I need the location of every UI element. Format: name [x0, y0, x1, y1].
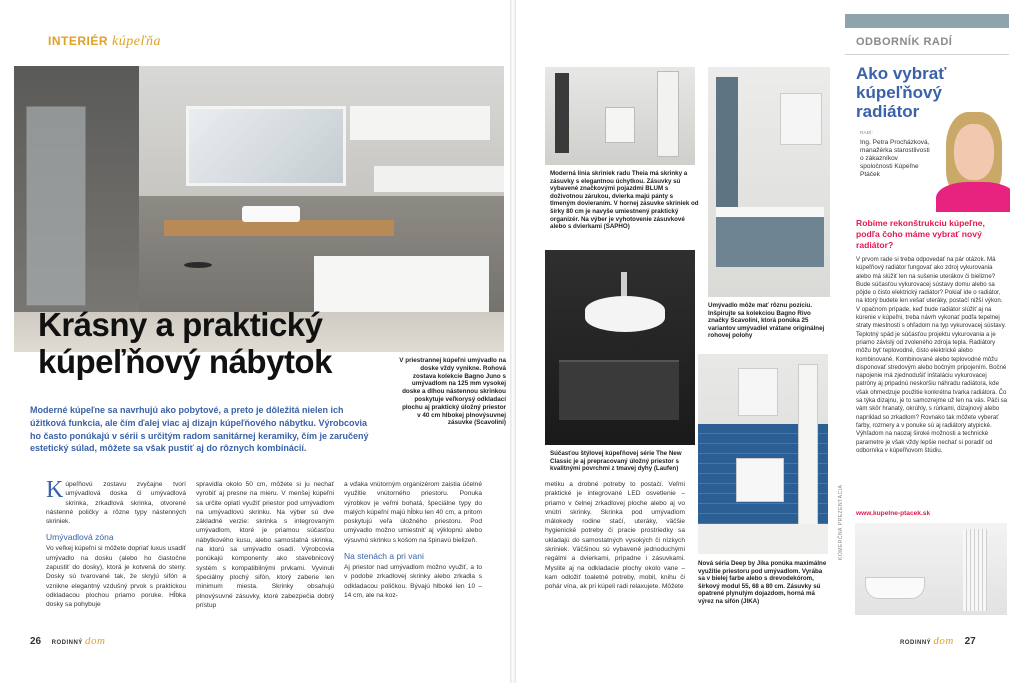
- expert-name: Ing. Petra Procházková, manažérka starostlivosti o zákazníkov spoločnosti Kúpeľne Ptáček: [860, 139, 930, 178]
- photo-deep-jika: [698, 354, 828, 554]
- section-tag: [48, 34, 161, 50]
- caption-deep-jika: Nová séria Deep by Jika ponúka maximálne využitie priestoru pod umývadlom. Vyrába sa v bielej farbe alebo s drevodekórom, šírkový modul 55, 68 a 80 cm. Zásuvky sú opatrené plynulým dojazdom, horná má výrez na sifón (JIKA): [698, 560, 827, 605]
- section-label: INTERIÉR: [48, 34, 109, 48]
- paragraph: spravidla okolo 50 cm, môžete si ju nechať vyrobiť aj presne na mieru. V menšej kúpeľni sa určite oplatí využiť priestor pod umývadlom na umývadlovú skrinku. Na výber sú dve základné verzie: skrinka s integrovaným umývadlom, ktoré je priamou súčasťou nábytkového kusu, alebo samostatná skrinka, na ktorú sa umývadlo osadí. Výrobcovia ponúkajú komponenty ako stavebnicový systém s kompatibilnými prvkami. Vyvinuli špeciálny plochý sifón, ktorý zaberie len minimum miesta. Skrinky obsahujú plnovýsuvné zásuvky, ktoré zabezpečia dobrý prístup: [196, 481, 334, 609]
- paragraph: a vďaka vnútorným organizérom zaistia účelné využitie vnútorného priestoru. Ponuka výrobkov je veľmi bohatá, špeciálne typy do malých kúpeľní majú hĺbku len 40 cm, a pritom poskytujú veľa úložného priestoru. Pod umývadlo možno umiestniť aj výklopnú alebo výsuvnú skrinku s košom na špinavú bielizeň.: [344, 481, 482, 544]
- photo-bagno-rivo: [708, 67, 830, 297]
- dropcap: K: [46, 480, 64, 503]
- footer-right: [900, 635, 976, 647]
- page-number-left: 26: [30, 636, 42, 647]
- brand-logo: RODINNÝ dom: [51, 635, 106, 647]
- sidebar-divider: [845, 54, 1009, 55]
- paragraph: Vo veľkej kúpeľni si môžete dopriať luxus usadiť umývadlo na dosku (alebo ho čiastočne zapustiť do dosky), ktorá je kotvená do steny. Dosky sú tvarované tak, že skryjú sifón a vznikne elegantný vzdušný prvok s praktickou odkladacou plochou priamo poruke. Hĺbka dosky sa pohybuje: [46, 545, 186, 609]
- article-column-3: [344, 480, 482, 630]
- article-column-1: [46, 480, 186, 630]
- radiator-photo: [855, 523, 1007, 615]
- paragraph: úpeľňovú zostavu zvyčajne tvorí umývadlová doska či umývadlová skrinka, zrkadlová skrinka, otvorené nástenné poličky a rôzne typy nástenných skriniek.: [46, 481, 186, 526]
- sidebar-title: Ako vybrať kúpeľňový radiátor: [856, 64, 947, 121]
- sidebar-accent-bar: [845, 14, 1009, 28]
- sidebar-answer: V prvom rade si treba odpovedať na pár otázok. Má kúpeľňový radiátor fungovať ako zdroj vykurovania alebo má slúžiť len na sušenie uterákov či bielizne? Bude súčasťou vykurovacej sústavy domu alebo sa pôjde o čisto elektrický radiátor? Pokiaľ ide o radiátor, na ktorý budete len vešať uteráky, postačí nižší výkon. V opačnom prípade, keď bude radiátor slúžiť aj na kúrenie v kúpeľni, treba návrh vykonať podľa tepelnej straty miestnosti s ohľadom na typ vykurovacej sústavy. Teplotný spád je súčasťou projektu vykurovania a je priamo závislý od zvoleného zdroja tepla. Radiátory môžu byť teplovodné, čisto elektrické alebo kombinované. Kombinované alebo teplovodné môžu disponovať stredovým alebo bočným pripojením. Bočné napojenie má zjednodušiť inštaláciu vykurovacej patróny aj pripadnú neskoršiu náhradu radiátora, kde však ohmedzuje použitie konkrétna tvarka radiátora. Čo sa týka dizajnu, je to samozrejme už len na vás. Páči sa vám skôr hranatý, okrúhly, s rúrkami, dizajnový alebo napríklad so zrkadlom? Rovnako tak môžete vyberať farby, rozmery a v ponuke sú aj radiátory atypické. Výhľadom na naozaj široké možnosti a technické parametre je však vždy lepšie nechať si poradiť od odborníka v kúpeľňovom štúdiu.: [856, 256, 1008, 454]
- company-link[interactable]: www.kupelne-ptacek.sk: [856, 510, 931, 517]
- sidebar-question: Robíme rekonštrukciu kúpeľne, podľa čoho máme vybrať nový radiátor?: [856, 218, 985, 250]
- expert-credit: [860, 130, 930, 179]
- article-headline: [38, 306, 410, 380]
- brand-logo: RODINNÝ dom: [900, 635, 954, 647]
- caption-bagno-rivo: Umývadlo môže mať rôznu pozíciu. Inšpirujte sa kolekciou Bagno Rivo značky Scavolini, ktorá ponúka 25 variantov umývadiel vrátane originálnej rohovej polohy: [708, 302, 825, 340]
- hero-caption: V priestrannej kúpeľni umývadlo na doske vždy vynikne. Rohová zostava kolekcie Bagno Juno s umývadlom na 125 mm vysokej doske a dlhou nástennou skrinkou poskytuje veľkorysý odkladací plochu aj praktický úložný priestor v 40 cm hlbokej plnovýsuvnej zásuvke (Scavolini): [399, 357, 506, 427]
- article-column-2: [196, 480, 334, 630]
- page-number-right: 27: [964, 636, 976, 647]
- article-column-4: [545, 480, 685, 622]
- caption-new-classic: Súčasťou štýlovej kúpeľňovej série The New Classic je aj prepracovaný úložný priestor s kvalitnými povrchmi z tmavej dyhy (Laufen): [550, 450, 682, 473]
- sidebar-tag: ODBORNÍK RADÍ: [856, 36, 953, 48]
- caption-theia: Moderná línia skriniek radu Theia má skrinky a zásuvky s elegantnou úchytkou. Zásuvky sú vybavené značkovými pojazdmi BLUM s doživotnou zárukou, dvierka majú pánty s tlmeným dovieraním. V hornej zásuvke skriniek od šírky 80 cm je navyše umiestnený praktický organizér. Na výber je vyhotovenie zásuvkové alebo s dvierkami (SAPHO): [550, 170, 699, 231]
- headline-line-1: Krásny a praktický: [38, 306, 323, 343]
- photo-theia-cabinets: [545, 67, 695, 165]
- subheading: Umývadlová zóna: [46, 532, 114, 543]
- footer-left: [30, 635, 105, 647]
- subheading: Na stenách a pri vani: [344, 551, 424, 562]
- article-lead: Moderné kúpeľne sa navrhujú ako pobytové, a preto je dôležitá nielen ich úžitková funkcia, ale čím ďalej viac aj dizajn kúpeľňového nábytku. Výrobcovia ho často ponúkajú v sérii s určitým radom sanitárnej keramiky, čím je zaručený estetický súlad, môžete sa však pustiť aj do rôznych kombinácií.: [30, 405, 369, 454]
- expert-role: RADÍ:: [860, 131, 873, 136]
- headline-line-2: kúpeľňový nábytok: [38, 343, 332, 380]
- photo-new-classic: [545, 250, 695, 445]
- section-sub: kúpeľňa: [112, 34, 162, 49]
- commercial-label: KOMERČNÁ PREZENTÁCIA: [838, 484, 844, 560]
- paragraph: metiku a drobné potreby to postačí. Veľmi praktické je integrované LED osvetlenie – priamo v čelnej zrkadlovej ploche alebo aj vo vnútri skrinky. Skrinka pod umývadlom málokedy rodine stačí, uteráky, väčšie hygienické potreby či pracie prostriedky sa ukladajú do samostatných vysokých či nízkych skriniek. Väčšinou sú vybavené jednoduchými regálmi a dvierkami, prípadne i zásuvkami. Myslite aj na odkladacie plochy okolo vane – kam odložiť toaletné potreby, mobil, knihu či pohár vína, ak pri kúpeli radi relaxujete. Môžete: [545, 481, 685, 591]
- paragraph: Aj priestor nad umývadlom možno využiť, a to v podobe zrkadlovej skrinky alebo zrkadla s odkladacou poličkou. Bývajú hlboké len 10 – 14 cm, ale na koz-: [344, 564, 482, 599]
- page-gutter: [510, 0, 516, 683]
